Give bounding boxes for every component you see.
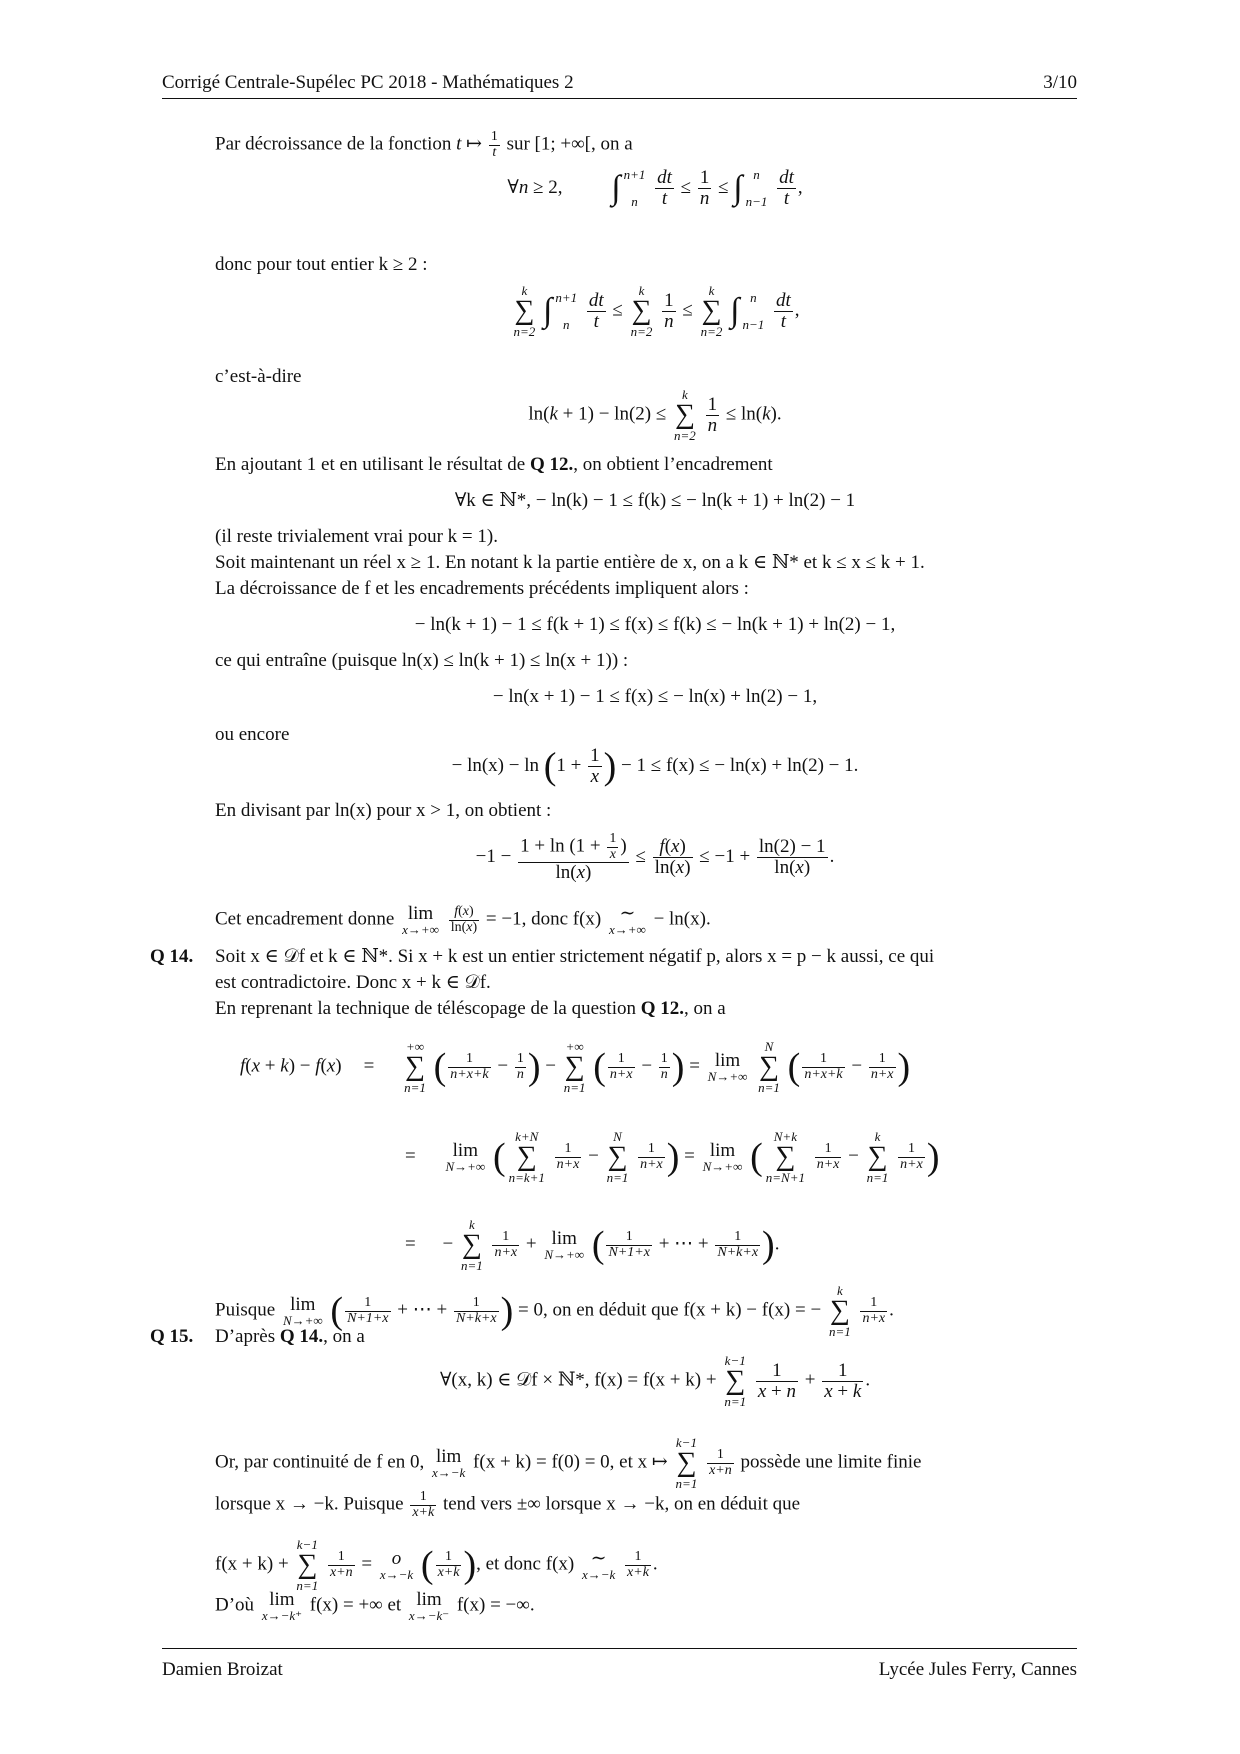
footer-school: Lycée Jules Ferry, Cannes xyxy=(878,1659,1077,1680)
paragraph: Cet encadrement donne lim x→+∞ $\frac{f(x)}{\ln(x)}$ = −1, donc f(x) ∼ x→+∞ − ln(x). xyxy=(215,903,711,937)
equation-harmonic-bounds: ln(k + 1) − ln(2) ≤ k ∑ n=2 $\frac{1}{n}$ ≤ ln(k). xyxy=(528,387,782,443)
equation-integral-bounds: ∀n ≥ 2, ∫ n+1 n $\frac{dt}{t}$ ≤ $\frac{1}{n}$ ≤ ∫ n n−1 $\frac{dt}{t}$ , xyxy=(507,167,803,210)
paragraph: donc pour tout entier k ≥ 2 : xyxy=(215,254,428,275)
paragraph: En reprenant la technique de téléscopage de la question Q 12., on a xyxy=(215,998,726,1019)
equation-encadrement-2: − ln(x) − ln (1 + $\frac{1}{x}$ ) − 1 ≤ f(x) ≤ − ln(x) + ln(2) − 1. xyxy=(451,745,859,788)
page-number: 3/10 xyxy=(1043,72,1077,93)
paragraph: Par décroissance de la fonction t ↦ $\frac{1}{t}$ sur [1; +∞[, on a xyxy=(215,129,633,160)
question-label-q14: Q 14. xyxy=(150,946,194,967)
paragraph: ce qui entraîne (puisque ln(x) ≤ ln(k + 1) ≤ ln(x + 1)) : xyxy=(215,650,629,671)
equation-q15: ∀(x, k) ∈ 𝒟f × ℕ*, f(x) = f(x + k) + k−1 ∑ n=1 $\frac{1}{x + n}$ + $\frac{1}{x + k}$ . xyxy=(439,1353,871,1409)
paragraph: En ajoutant 1 et en utilisant le résultat de Q 12., on obtient l’encadrement xyxy=(215,454,773,475)
equation-telescope-line2: = lim N→+∞ ( k+N ∑ n=k+1 $\frac{1}{n+x}$ − N ∑ n=1 $\frac{1}{n+x}$ ) = lim N→+∞ ( N+k ∑ n=N+1 $\frac{1}{n+x}$ − k ∑ n=1 $\frac{1}{n+x}$ ) xyxy=(405,1129,940,1185)
equation-telescope-line1: f(x + k) − f(x) = +∞ ∑ n=1 ( $\frac{1}{n+x+k}$ − $\frac{1}{n}$ ) − +∞ ∑ n=1 ( $\frac{1}{n+x}$ − $\frac{1}{n}$ ) = lim N→+∞ N ∑ n=1 ( $\frac{1}{n+x+k}$ − $\frac{1}{n+x}$ ) xyxy=(240,1039,911,1095)
paragraph: est contradictoire. Donc x + k ∈ 𝒟f. xyxy=(215,972,491,993)
page-header xyxy=(162,70,1077,99)
equation-telescope-line3: = − k ∑ n=1 $\frac{1}{n+x}$ + lim N→+∞ ( $\frac{1}{N+1+x}$ + ⋯ + $\frac{1}{N+k+x}$ ). xyxy=(405,1217,780,1273)
equation-chain: − ln(k + 1) − 1 ≤ f(k + 1) ≤ f(x) ≤ f(k) ≤ − ln(k + 1) + ln(2) − 1, xyxy=(414,614,896,635)
paragraph: Soit x ∈ 𝒟f et k ∈ ℕ*. Si x + k est un entier strictement négatif p, alors x = p − k aussi, ce qui xyxy=(215,946,935,967)
paragraph: Puisque lim N→+∞ ( $\frac{1}{N+1+x}$ + ⋯ + $\frac{1}{N+k+x}$ ) = 0, on en déduit que f(x + k) − f(x) = − k ∑ n=1 $\frac{1}{n+x}$ . xyxy=(215,1283,894,1339)
paragraph: lorsque x → −k. Puisque $\frac{1}{x+k}$ tend vers ±∞ lorsque x → −k, on en déduit que xyxy=(215,1489,801,1520)
equation-encadrement: ∀k ∈ ℕ*, − ln(k) − 1 ≤ f(k) ≤ − ln(k + 1) + ln(2) − 1 xyxy=(454,490,856,511)
paragraph: f(x + k) + k−1 ∑ n=1 $\frac{1}{x+n}$ = o x→−k ( $\frac{1}{x+k}$ ), et donc f(x) ∼ x→−k $\frac{1}{x+k}$ . xyxy=(215,1537,658,1593)
paragraph: Or, par continuité de f en 0, lim x→−k f(x + k) = f(0) = 0, et x ↦ k−1 ∑ n=1 $\frac{1}{x+n}$ possède une limite finie xyxy=(215,1435,922,1491)
paragraph: Soit maintenant un réel x ≥ 1. En notant k la partie entière de x, on a k ∈ ℕ* et k ≤ x ≤ k + 1. xyxy=(215,552,925,573)
equation-sum-integrals: k ∑ n=2 ∫ n+1 n $\frac{dt}{t}$ ≤ k ∑ n=2 $\frac{1}{n}$ ≤ k ∑ n=2 ∫ n n−1 $\frac{dt}{t}$ , xyxy=(513,283,800,339)
page-footer xyxy=(162,1648,1077,1681)
header-title: Corrigé Centrale-Supélec PC 2018 - Mathématiques 2 xyxy=(162,72,574,93)
question-label-q15: Q 15. xyxy=(150,1326,194,1347)
paragraph: D’après Q 14., on a xyxy=(215,1326,365,1347)
paragraph: ou encore xyxy=(215,724,290,745)
equation-x-bounds: − ln(x + 1) − 1 ≤ f(x) ≤ − ln(x) + ln(2) − 1, xyxy=(492,686,818,707)
paragraph: (il reste trivialement vrai pour k = 1). xyxy=(215,526,498,547)
paragraph: D’où lim x→−k⁺ f(x) = +∞ et lim x→−k⁻ f(x) = −∞. xyxy=(215,1589,535,1623)
equation-ratio: −1 − 1 + ln (1 + $\frac{1}{x}$ ) ln(x) ≤ $\frac{f(x)}{\ln(x)}$ ≤ −1 + $\frac{\ln(2) - 1}{\ln(x)}$ . xyxy=(475,831,835,884)
footer-author: Damien Broizat xyxy=(162,1659,283,1680)
paragraph: c’est-à-dire xyxy=(215,366,302,387)
paragraph: La décroissance de f et les encadrements précédents impliquent alors : xyxy=(215,578,749,599)
paragraph: En divisant par ln(x) pour x > 1, on obtient : xyxy=(215,800,552,821)
